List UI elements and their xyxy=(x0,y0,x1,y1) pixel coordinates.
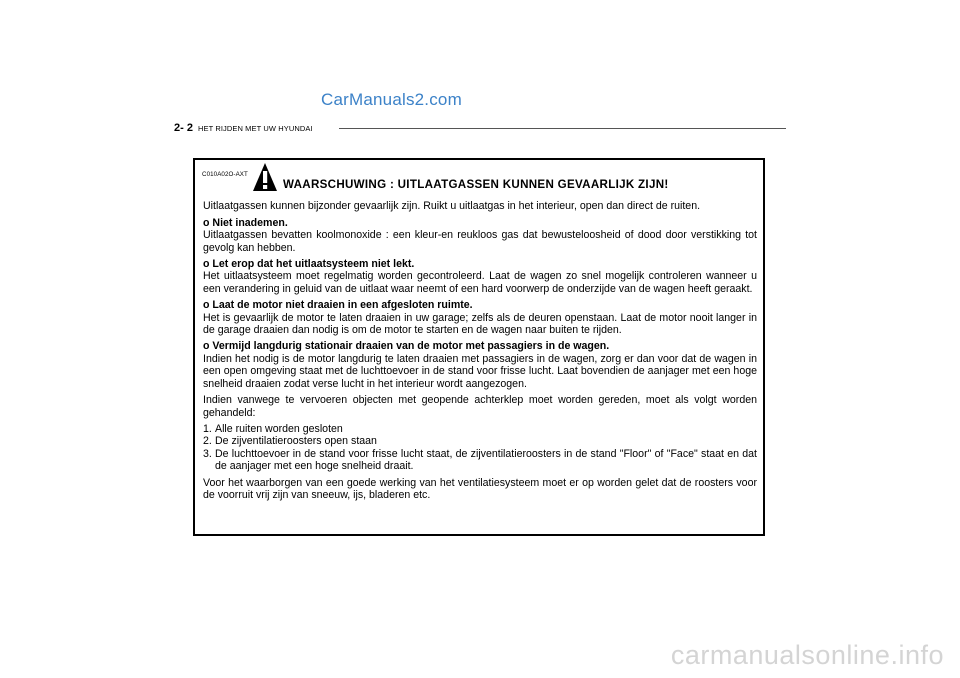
list-item xyxy=(203,435,757,447)
step-text: De zijventilatieroosters open staan xyxy=(215,435,377,448)
watermark-top: CarManuals2.com xyxy=(321,90,462,109)
warning-item-text: Uitlaatgassen bevatten koolmonoxide : een kleur-en reukloos gas dat bewusteloosheid of dood door verstikking tot gevolg kan hebben. xyxy=(203,229,757,254)
warning-item-heading: o Niet inademen. xyxy=(203,216,288,229)
warning-title: WAARSCHUWING : UITLAATGASSEN KUNNEN GEVAARLIJK ZIJN! xyxy=(283,178,669,191)
warning-item xyxy=(203,340,757,390)
closing-text: Voor het waarborgen van een goede werking van het ventilatiesysteem moet er op worden gelet dat de roosters voor de voorruit vrij zijn van sneeuw, ijs, bladeren etc. xyxy=(203,476,757,501)
section-title: HET RIJDEN MET UW HYUNDAI xyxy=(197,124,313,133)
page-number: 2- 2 xyxy=(174,122,193,134)
warning-item xyxy=(203,217,757,254)
warning-item-heading: o Laat de motor niet draaien in een afgesloten ruimte. xyxy=(203,299,473,312)
warning-item-text: Het uitlaatsysteem moet regelmatig worden gecontroleerd. Laat de wagen zo snel mogelijk controleren wanneer u een verandering in geluid van de uitlaat waar neemt of een hard voorwerp de onderzijde van de wagen heeft geraakt. xyxy=(203,270,757,295)
warning-box xyxy=(193,158,765,536)
steps-list xyxy=(203,423,757,473)
header-divider xyxy=(339,128,786,129)
warning-item xyxy=(203,258,757,295)
watermark-bottom: carmanualsonline.info xyxy=(670,640,944,670)
list-item xyxy=(203,423,757,435)
step-number: 1. xyxy=(203,422,212,435)
warning-item-text: Indien het nodig is de motor langdurig te laten draaien met passagiers in de wagen, zorg er dan voor dat de wagen in een open omgeving staat met de luchttoevoer in de stand voor frisse lucht. Laat bovendien de aanjager met een hoge snelheid draaien zodat verse lucht in het interieur wordt aangezogen. xyxy=(203,352,757,390)
page-header xyxy=(174,122,786,138)
exclamation-triangle-icon xyxy=(252,162,278,192)
list-item xyxy=(203,448,757,473)
trunk-instructions: Indien vanwege te vervoeren objecten met geopende achterklep moet worden gereden, moet als volgt worden gehandeld: xyxy=(203,394,757,419)
warning-intro: Uitlaatgassen kunnen bijzonder gevaarlijk zijn. Ruikt u uitlaatgas in het interieur, open dan direct de ruiten. xyxy=(203,200,701,213)
warning-item xyxy=(203,299,757,336)
step-number: 3. xyxy=(203,447,212,460)
warning-item-text: Het is gevaarlijk de motor te laten draaien in uw garage; zelfs als de deuren openstaan. Laat de motor nooit langer in de garage draaien dan nodig is om de motor te starten en de wagen naar buiten te rijden. xyxy=(203,311,757,337)
warning-item-heading: o Let erop dat het uitlaatsysteem niet lekt. xyxy=(203,258,415,271)
step-text: De luchttoevoer in de stand voor frisse lucht staat, de zijventilatieroosters in de stand "Floor" of "Face" staat en dat de aanjager met een hoge snelheid draait. xyxy=(215,447,757,473)
warning-code: C010A02O-AXT xyxy=(202,171,248,178)
step-text: Alle ruiten worden gesloten xyxy=(215,422,343,435)
warning-item-heading: o Vermijd langdurig stationair draaien van de motor met passagiers in de wagen. xyxy=(203,340,610,353)
step-number: 2. xyxy=(203,435,212,448)
